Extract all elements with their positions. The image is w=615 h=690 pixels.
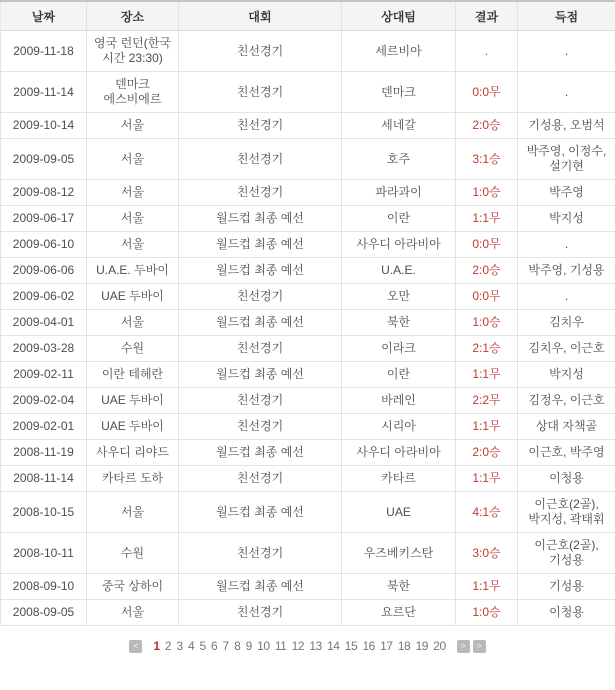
match-date-cell: 2009-02-11 — [1, 362, 87, 388]
page-number[interactable]: 6 — [211, 639, 218, 653]
match-opponent-cell: 덴마크 — [342, 72, 456, 113]
match-scorers-cell: 이근호, 박주영 — [518, 440, 615, 466]
match-place-cell: UAE 두바이 — [87, 284, 179, 310]
page-number[interactable]: 14 — [327, 639, 340, 653]
page-number[interactable]: 5 — [199, 639, 206, 653]
match-competition-cell: 월드컵 최종 예선 — [179, 492, 342, 533]
match-competition-cell: 친선경기 — [179, 600, 342, 626]
match-competition-cell: 친선경기 — [179, 466, 342, 492]
match-result-cell: 2:0승 — [456, 440, 518, 466]
match-place-cell: 서울 — [87, 492, 179, 533]
match-date-cell: 2009-06-17 — [1, 206, 87, 232]
match-date-cell: 2009-11-18 — [1, 31, 87, 72]
match-scorers-cell: 이청용 — [518, 466, 615, 492]
match-competition-cell: 월드컵 최종 예선 — [179, 574, 342, 600]
page-number[interactable]: 17 — [380, 639, 393, 653]
match-result-cell: 1:0승 — [456, 180, 518, 206]
table-header-row — [1, 1, 615, 31]
page-number-current[interactable]: 1 — [153, 639, 160, 653]
match-opponent-cell: 사우디 아라비아 — [342, 440, 456, 466]
match-scorers-cell: 기성용, 오범석 — [518, 113, 615, 139]
match-competition-cell: 월드컵 최종 예선 — [179, 206, 342, 232]
table-row — [1, 388, 615, 414]
match-date-cell: 2008-09-10 — [1, 574, 87, 600]
page-number[interactable]: 7 — [222, 639, 229, 653]
match-opponent-cell: 시리아 — [342, 414, 456, 440]
page-number[interactable]: 3 — [176, 639, 183, 653]
match-competition-cell: 친선경기 — [179, 336, 342, 362]
column-header-scorers: 득점 — [518, 1, 615, 31]
match-competition-cell: 친선경기 — [179, 414, 342, 440]
match-competition-cell: 친선경기 — [179, 180, 342, 206]
match-date-cell: 2009-06-02 — [1, 284, 87, 310]
match-scorers-cell: . — [518, 31, 615, 72]
match-date-cell: 2009-06-10 — [1, 232, 87, 258]
match-date-cell: 2009-04-01 — [1, 310, 87, 336]
match-opponent-cell: 요르단 — [342, 600, 456, 626]
table-row — [1, 492, 615, 533]
table-row — [1, 466, 615, 492]
match-result-cell: 1:1무 — [456, 206, 518, 232]
match-scorers-cell: 박주영 — [518, 180, 615, 206]
match-place-cell: 이란 테헤란 — [87, 362, 179, 388]
page-number[interactable]: 20 — [433, 639, 446, 653]
match-opponent-cell: 세르비아 — [342, 31, 456, 72]
match-date-cell: 2009-11-14 — [1, 72, 87, 113]
table-row — [1, 232, 615, 258]
match-result-cell: 1:1무 — [456, 574, 518, 600]
last-page-button[interactable]: > — [473, 640, 486, 653]
table-row — [1, 574, 615, 600]
match-scorers-cell: 이청용 — [518, 600, 615, 626]
match-opponent-cell: 이라크 — [342, 336, 456, 362]
match-result-cell: 1:1무 — [456, 414, 518, 440]
match-place-cell: 수원 — [87, 533, 179, 574]
match-place-cell: 서울 — [87, 206, 179, 232]
match-place-cell: 덴마크 에스비에르 — [87, 72, 179, 113]
column-header-result: 결과 — [456, 1, 518, 31]
page-number[interactable]: 2 — [164, 639, 172, 653]
match-place-cell: 서울 — [87, 310, 179, 336]
next-page-button[interactable]: > — [457, 640, 470, 653]
table-row — [1, 72, 615, 113]
table-row — [1, 310, 615, 336]
match-opponent-cell: 우즈베키스탄 — [342, 533, 456, 574]
match-scorers-cell: 이근호(2골), 박지성, 곽태휘 — [518, 492, 615, 533]
page-number[interactable]: 12 — [291, 639, 305, 653]
match-competition-cell: 친선경기 — [179, 139, 342, 180]
table-row — [1, 600, 615, 626]
match-competition-cell: 월드컵 최종 예선 — [179, 440, 342, 466]
match-date-cell: 2009-02-04 — [1, 388, 87, 414]
match-competition-cell: 월드컵 최종 예선 — [179, 232, 342, 258]
page-number[interactable]: 15 — [344, 639, 358, 653]
column-header-competition: 대회 — [179, 1, 342, 31]
page-number[interactable]: 19 — [415, 639, 428, 653]
column-header-opponent: 상대팀 — [342, 1, 456, 31]
table-row — [1, 362, 615, 388]
match-date-cell: 2008-11-19 — [1, 440, 87, 466]
match-place-cell: 서울 — [87, 180, 179, 206]
match-date-cell: 2008-09-05 — [1, 600, 87, 626]
match-competition-cell: 친선경기 — [179, 113, 342, 139]
match-result-cell: 1:0승 — [456, 600, 518, 626]
match-opponent-cell: U.A.E. — [342, 258, 456, 284]
match-scorers-cell: 박지성 — [518, 362, 615, 388]
match-place-cell: 카타르 도하 — [87, 466, 179, 492]
table-row — [1, 206, 615, 232]
match-place-cell: 서울 — [87, 600, 179, 626]
match-place-cell: 서울 — [87, 139, 179, 180]
match-competition-cell: 친선경기 — [179, 388, 342, 414]
page-number[interactable]: 10 — [257, 639, 270, 653]
match-place-cell: 사우디 리야드 — [87, 440, 179, 466]
match-scorers-cell: 이근호(2골), 기성용 — [518, 533, 615, 574]
match-opponent-cell: 이란 — [342, 206, 456, 232]
match-scorers-cell: 박주영, 이정수, 설기현 — [518, 139, 615, 180]
match-place-cell: 수원 — [87, 336, 179, 362]
match-opponent-cell: 오만 — [342, 284, 456, 310]
table-row — [1, 284, 615, 310]
column-header-place: 장소 — [87, 1, 179, 31]
match-scorers-cell: 상대 자책골 — [518, 414, 615, 440]
match-date-cell: 2009-06-06 — [1, 258, 87, 284]
table-row — [1, 533, 615, 574]
page-number[interactable]: 4 — [187, 639, 195, 653]
match-place-cell: 중국 상하이 — [87, 574, 179, 600]
prev-page-button[interactable]: < — [129, 640, 142, 653]
match-result-cell: 2:2무 — [456, 388, 518, 414]
match-place-cell: UAE 두바이 — [87, 414, 179, 440]
match-date-cell: 2008-10-11 — [1, 533, 87, 574]
match-place-cell: 서울 — [87, 113, 179, 139]
match-scorers-cell: 김치우, 이근호 — [518, 336, 615, 362]
match-scorers-cell: . — [518, 72, 615, 113]
match-date-cell: 2008-10-15 — [1, 492, 87, 533]
match-scorers-cell: 김정우, 이근호 — [518, 388, 615, 414]
match-place-cell: 서울 — [87, 232, 179, 258]
match-result-cell: 0:0무 — [456, 284, 518, 310]
match-opponent-cell: 바레인 — [342, 388, 456, 414]
match-opponent-cell: 파라과이 — [342, 180, 456, 206]
match-result-cell: 2:1승 — [456, 336, 518, 362]
match-place-cell: 영국 런던(한국 시간 23:30) — [87, 31, 179, 72]
match-competition-cell: 친선경기 — [179, 533, 342, 574]
match-scorers-cell: . — [518, 232, 615, 258]
match-opponent-cell: 카타르 — [342, 466, 456, 492]
page-number[interactable]: 18 — [397, 639, 411, 653]
match-result-cell: 1:0승 — [456, 310, 518, 336]
match-competition-cell: 월드컵 최종 예선 — [179, 362, 342, 388]
page-number[interactable]: 13 — [309, 639, 322, 653]
match-result-cell: 4:1승 — [456, 492, 518, 533]
match-competition-cell: 월드컵 최종 예선 — [179, 258, 342, 284]
table-row — [1, 440, 615, 466]
match-result-cell: 2:0승 — [456, 113, 518, 139]
match-opponent-cell: 세네갈 — [342, 113, 456, 139]
match-place-cell: U.A.E. 두바이 — [87, 258, 179, 284]
match-competition-cell: 친선경기 — [179, 31, 342, 72]
match-competition-cell: 친선경기 — [179, 72, 342, 113]
match-date-cell: 2009-10-14 — [1, 113, 87, 139]
match-opponent-cell: 북한 — [342, 574, 456, 600]
match-date-cell: 2009-03-28 — [1, 336, 87, 362]
column-header-date: 날짜 — [1, 1, 87, 31]
match-date-cell: 2009-08-12 — [1, 180, 87, 206]
match-opponent-cell: 북한 — [342, 310, 456, 336]
page-number[interactable]: 11 — [274, 639, 287, 653]
pagination — [0, 639, 615, 653]
match-opponent-cell: 이란 — [342, 362, 456, 388]
table-body — [1, 31, 615, 626]
table-row — [1, 113, 615, 139]
match-place-cell: UAE 두바이 — [87, 388, 179, 414]
match-date-cell: 2009-09-05 — [1, 139, 87, 180]
match-date-cell: 2009-02-01 — [1, 414, 87, 440]
page-number[interactable]: 16 — [362, 639, 375, 653]
page-number[interactable]: 8 — [234, 639, 241, 653]
match-opponent-cell: 호주 — [342, 139, 456, 180]
match-result-cell: 2:0승 — [456, 258, 518, 284]
match-result-cell: 3:1승 — [456, 139, 518, 180]
match-result-cell: . — [456, 31, 518, 72]
match-date-cell: 2008-11-14 — [1, 466, 87, 492]
table-row — [1, 139, 615, 180]
match-result-cell: 1:1무 — [456, 362, 518, 388]
table-row — [1, 258, 615, 284]
match-result-cell: 1:1무 — [456, 466, 518, 492]
table-row — [1, 336, 615, 362]
match-competition-cell: 친선경기 — [179, 284, 342, 310]
match-scorers-cell: 박주영, 기성용 — [518, 258, 615, 284]
table-row — [1, 414, 615, 440]
table-row — [1, 31, 615, 72]
match-result-cell: 0:0무 — [456, 72, 518, 113]
page-number-list — [152, 639, 446, 653]
match-scorers-cell: 박지성 — [518, 206, 615, 232]
match-scorers-cell: . — [518, 284, 615, 310]
match-opponent-cell: UAE — [342, 492, 456, 533]
match-opponent-cell: 사우디 아라비아 — [342, 232, 456, 258]
match-scorers-cell: 기성용 — [518, 574, 615, 600]
match-scorers-cell: 김치우 — [518, 310, 615, 336]
match-result-cell: 0:0무 — [456, 232, 518, 258]
match-result-cell: 3:0승 — [456, 533, 518, 574]
match-competition-cell: 월드컵 최종 예선 — [179, 310, 342, 336]
table-row — [1, 180, 615, 206]
page-number[interactable]: 9 — [245, 639, 252, 653]
